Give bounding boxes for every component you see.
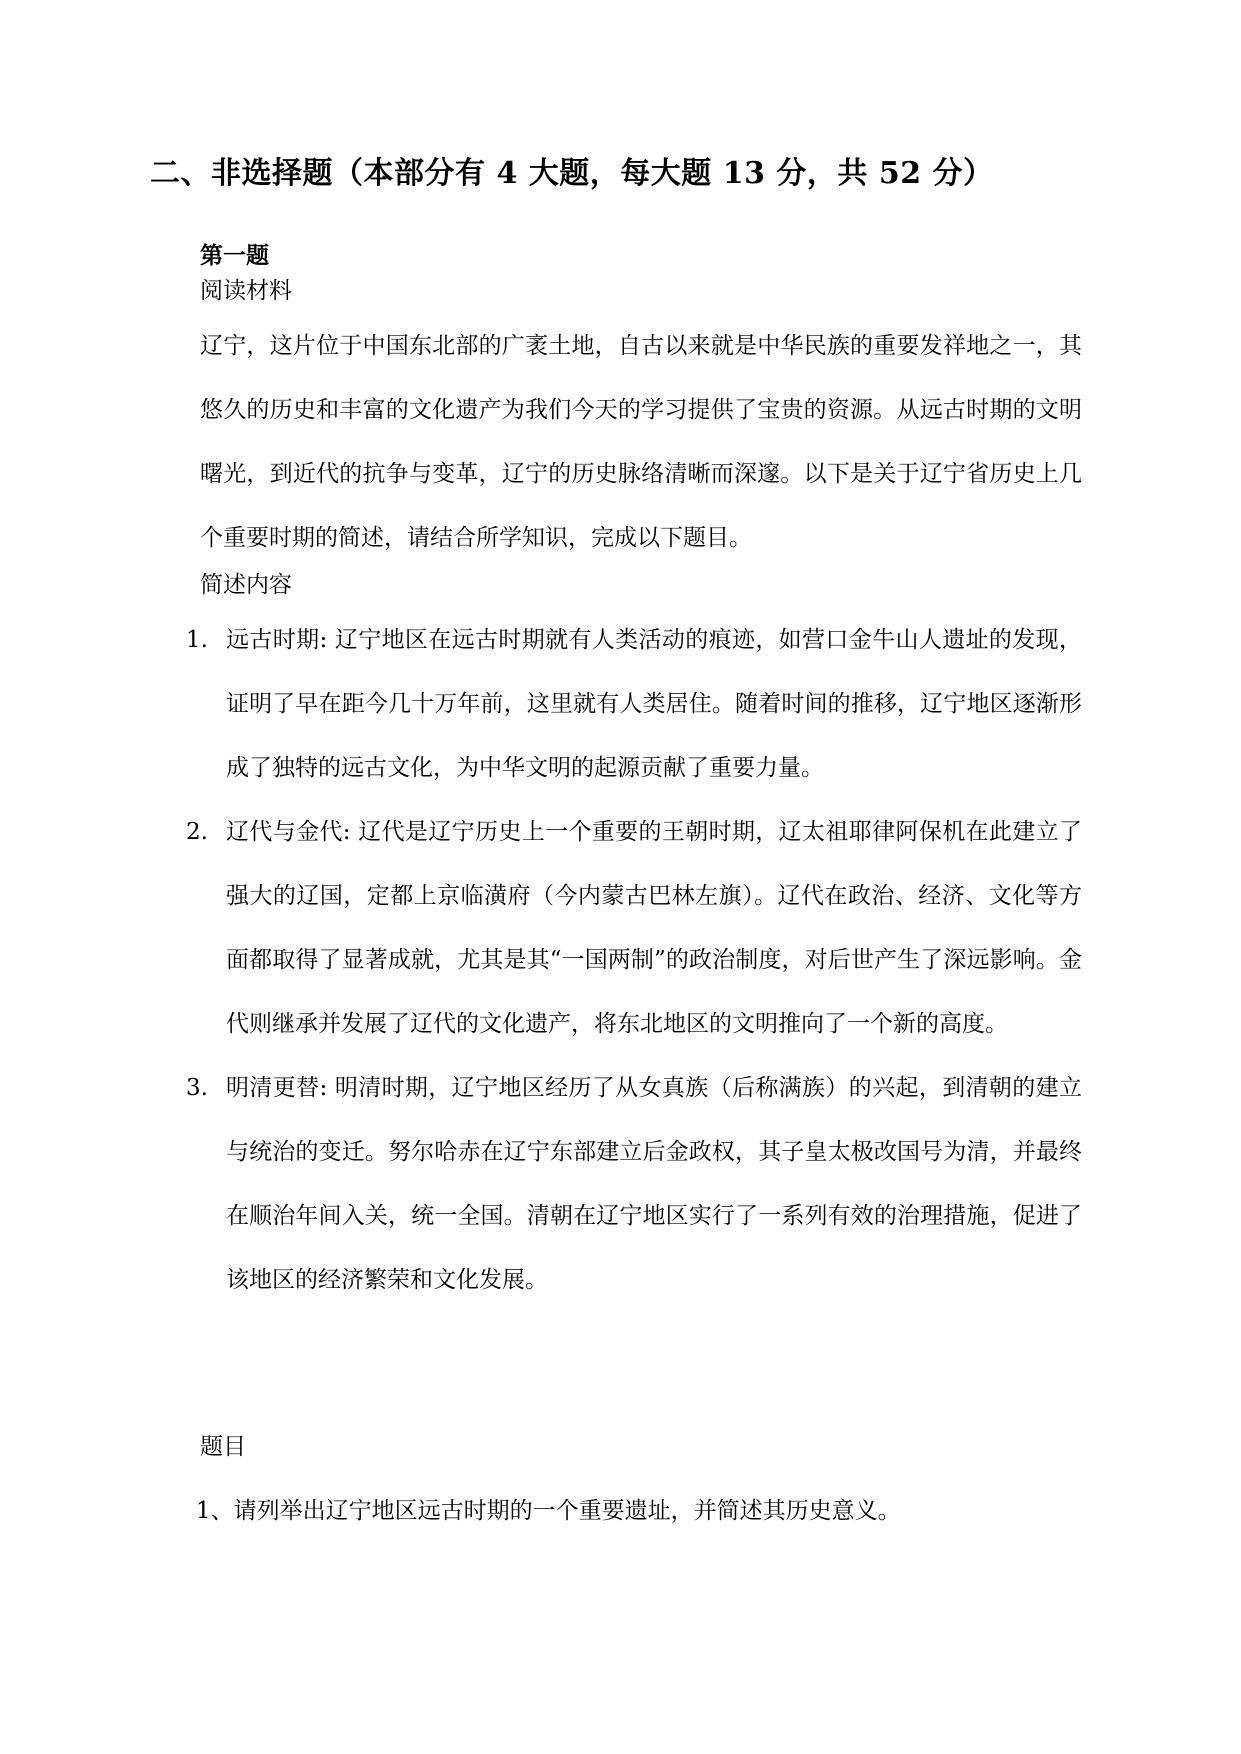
summary-list [186, 608, 1082, 1312]
list-item [186, 800, 1082, 1056]
reading-material-label: 阅读材料 [200, 278, 292, 304]
list-item [186, 608, 1082, 800]
summary-label: 简述内容 [200, 572, 292, 598]
intro-paragraph: 辽宁，这片位于中国东北部的广袤土地，自古以来就是中华民族的重要发祥地之一，其悠久的历史和丰富的文化遗产为我们今天的学习提供了宝贵的资源。从远古时期的文明曙光，到近代的抗争与变革，辽宁的历史脉络清晰而深邃。以下是关于辽宁省历史上几个重要时期的简述，请结合所学知识，完成以下题目。 [200, 333, 1082, 551]
list-item-text: 辽代与金代: 辽代是辽宁历史上一个重要的王朝时期，辽太祖耶律阿保机在此建立了强大的辽国，定都上京临潢府（今内蒙古巴林左旗）。辽代在政治、经济、文化等方面都取得了显著成就，尤其是其“一国两制”的政治制度，对后世产生了深远影响。金代则继承并发展了辽代的文化遗产，将东北地区的文明推向了一个新的高度。 [226, 819, 1082, 1037]
list-item-number: 1. [186, 627, 208, 653]
questions-label: 题目 [200, 1434, 246, 1460]
question-item: 1、请列举出辽宁地区远古时期的一个重要遗址，并简述其历史意义。 [196, 1498, 901, 1524]
list-item-number: 3. [186, 1075, 208, 1101]
list-item-text: 远古时期: 辽宁地区在远古时期就有人类活动的痕迹，如营口金牛山人遗址的发现，证明了早在距今几十万年前，这里就有人类居住。随着时间的推移，辽宁地区逐渐形成了独特的远古文化，为中华文明的起源贡献了重要力量。 [226, 627, 1082, 781]
section-title: 二、非选择题（本部分有 4 大题，每大题 13 分，共 52 分） [150, 156, 994, 191]
list-item-text: 明清更替: 明清时期，辽宁地区经历了从女真族（后称满族）的兴起，到清朝的建立与统治的变迁。努尔哈赤在辽宁东部建立后金政权，其子皇太极改国号为清，并最终在顺治年间入关，统一全国。清朝在辽宁地区实行了一系列有效的治理措施，促进了该地区的经济繁荣和文化发展。 [226, 1075, 1082, 1293]
list-item [186, 1056, 1082, 1312]
question-heading: 第一题 [200, 242, 269, 269]
list-item-number: 2. [186, 819, 208, 845]
